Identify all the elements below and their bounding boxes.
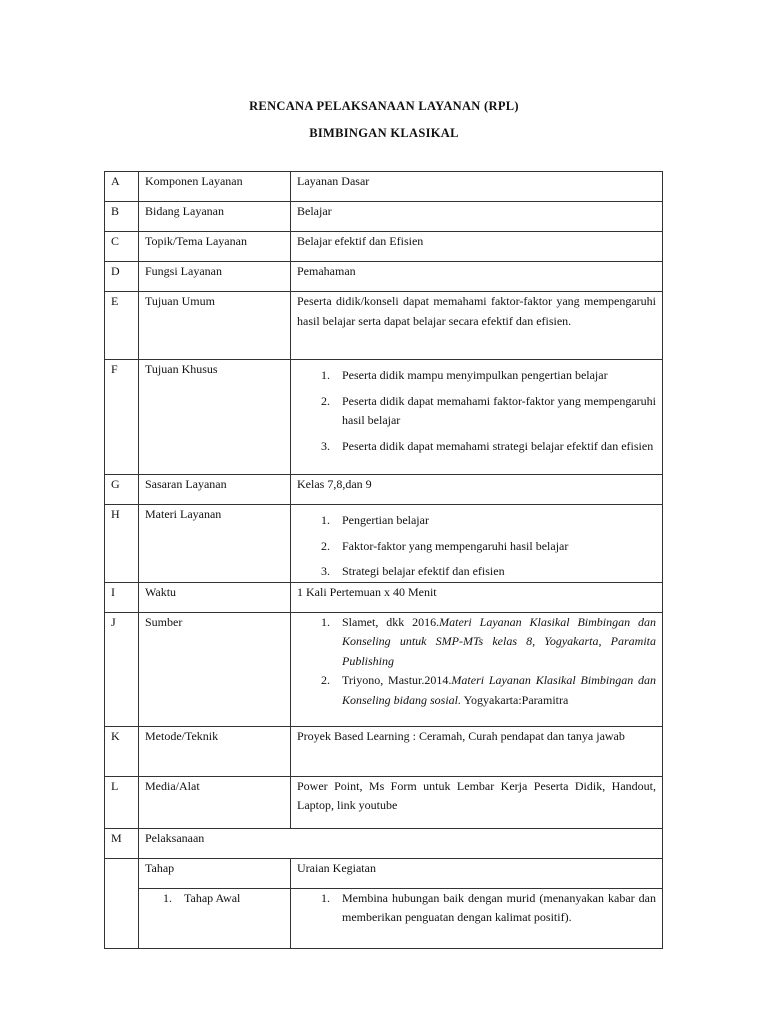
table-row-g <box>105 475 663 505</box>
row-label: Sumber <box>139 612 291 726</box>
row-label: Tujuan Khusus <box>139 360 291 475</box>
source-author: Slamet, dkk 2016. <box>342 614 440 629</box>
list-item <box>297 511 656 531</box>
list-number: 1. <box>321 513 330 527</box>
row-code: K <box>105 726 139 776</box>
col-header-tahap: Tahap <box>139 858 291 888</box>
list-number: 3. <box>321 564 330 578</box>
stage-row-tahap-awal <box>105 888 663 948</box>
row-value <box>291 360 663 475</box>
list-number: 1. <box>321 890 330 905</box>
row-value <box>291 612 663 726</box>
row-value: Layanan Dasar <box>291 172 663 202</box>
list-item <box>139 889 284 909</box>
activity-text: Membina hubungan baik dengan murid (menanyakan kabar dan memberikan penguatan dengan kalimat positif). <box>342 890 656 924</box>
row-code: G <box>105 475 139 505</box>
source-title: Materi Layanan Klasikal Bimbingan dan Konseling bidang sosial. <box>342 673 657 707</box>
list-item <box>297 392 656 431</box>
list-item <box>297 889 656 928</box>
row-value: Power Point, Ms Form untuk Lembar Kerja Peserta Didik, Handout, Laptop, link youtube <box>291 776 663 828</box>
row-label: Waktu <box>139 582 291 612</box>
col-header-uraian: Uraian Kegiatan <box>291 858 663 888</box>
table-row-c <box>105 232 663 262</box>
row-value: Peserta didik/konseli dapat memahami faktor-faktor yang mempengaruhi hasil belajar serta dapat belajar secara efektif dan efisien. <box>291 292 663 360</box>
list-text: Strategi belajar efektif dan efisien <box>342 564 505 578</box>
row-code: F <box>105 360 139 475</box>
row-value: Proyek Based Learning : Ceramah, Curah pendapat dan tanya jawab <box>291 726 663 776</box>
list-number: 2. <box>321 673 330 687</box>
list-item <box>297 437 656 457</box>
table-row-f <box>105 360 663 475</box>
row-value <box>291 505 663 583</box>
document-title: RENCANA PELAKSANAAN LAYANAN (RPL) <box>249 99 519 113</box>
row-code: I <box>105 582 139 612</box>
table-row-j <box>105 612 663 726</box>
row-value: Kelas 7,8,dan 9 <box>291 475 663 505</box>
row-label: Media/Alat <box>139 776 291 828</box>
list-text: Peserta didik dapat memahami strategi belajar efektif dan efisien <box>342 438 654 453</box>
table-row-e <box>105 292 663 360</box>
table-row-d <box>105 262 663 292</box>
list-number: 3. <box>321 438 330 453</box>
list-item <box>297 366 656 386</box>
row-label: Tujuan Umum <box>139 292 291 360</box>
row-label: Materi Layanan <box>139 505 291 583</box>
row-label: Fungsi Layanan <box>139 262 291 292</box>
list-number: 2. <box>321 538 330 553</box>
table-row-l <box>105 776 663 828</box>
row-code: J <box>105 612 139 726</box>
row-value: Belajar efektif dan Efisien <box>291 232 663 262</box>
table-row-i <box>105 582 663 612</box>
pelaksanaan-header-row <box>105 858 663 888</box>
row-label: Sasaran Layanan <box>139 475 291 505</box>
row-code: A <box>105 172 139 202</box>
row-code: D <box>105 262 139 292</box>
row-code: L <box>105 776 139 828</box>
source-title: Materi Layanan Klasikal Bimbingan dan Konseling untuk SMP-MTs kelas 8, Yogyakarta, Paramita Publishing <box>342 614 656 668</box>
row-value: Pemahaman <box>291 262 663 292</box>
row-label: Topik/Tema Layanan <box>139 232 291 262</box>
table-row-h <box>105 505 663 583</box>
row-label: Pelaksanaan <box>139 828 663 858</box>
stage-name-cell <box>139 888 291 948</box>
sumber-list <box>297 613 656 711</box>
document-subtitle: BIMBINGAN KLASIKAL <box>309 126 459 140</box>
list-number: 1. <box>163 890 172 905</box>
list-item <box>297 671 656 710</box>
row-value: Belajar <box>291 202 663 232</box>
stage-list <box>139 889 284 909</box>
tujuan-khusus-list <box>297 366 656 456</box>
source-publisher: Yogyakarta:Paramitra <box>461 692 569 707</box>
source-author: Triyono, Mastur.2014. <box>342 673 452 687</box>
row-code: E <box>105 292 139 360</box>
table-row-m <box>105 828 663 858</box>
list-text: Pengertian belajar <box>342 513 429 527</box>
list-item <box>297 562 656 582</box>
table-row-k <box>105 726 663 776</box>
row-label: Komponen Layanan <box>139 172 291 202</box>
row-code: C <box>105 232 139 262</box>
row-code: H <box>105 505 139 583</box>
row-code: B <box>105 202 139 232</box>
list-number: 1. <box>321 368 330 382</box>
list-number: 2. <box>321 393 330 408</box>
list-text: Faktor-faktor yang mempengaruhi hasil belajar <box>342 538 569 553</box>
list-item <box>297 537 656 557</box>
stage-name: Tahap Awal <box>184 890 241 905</box>
row-label: Metode/Teknik <box>139 726 291 776</box>
row-code: M <box>105 828 139 858</box>
pelaksanaan-indent-cell <box>105 858 139 948</box>
row-label: Bidang Layanan <box>139 202 291 232</box>
list-item <box>297 613 656 672</box>
row-value: 1 Kali Pertemuan x 40 Menit <box>291 582 663 612</box>
list-number: 1. <box>321 614 330 629</box>
table-row-a <box>105 172 663 202</box>
list-text: Peserta didik mampu menyimpulkan pengertian belajar <box>342 368 608 382</box>
activity-list <box>297 889 656 928</box>
rpl-table <box>104 171 663 949</box>
materi-list <box>297 511 656 582</box>
stage-activities-cell <box>291 888 663 948</box>
list-text: Peserta didik dapat memahami faktor-faktor yang mempengaruhi hasil belajar <box>342 393 656 427</box>
table-row-b <box>105 202 663 232</box>
